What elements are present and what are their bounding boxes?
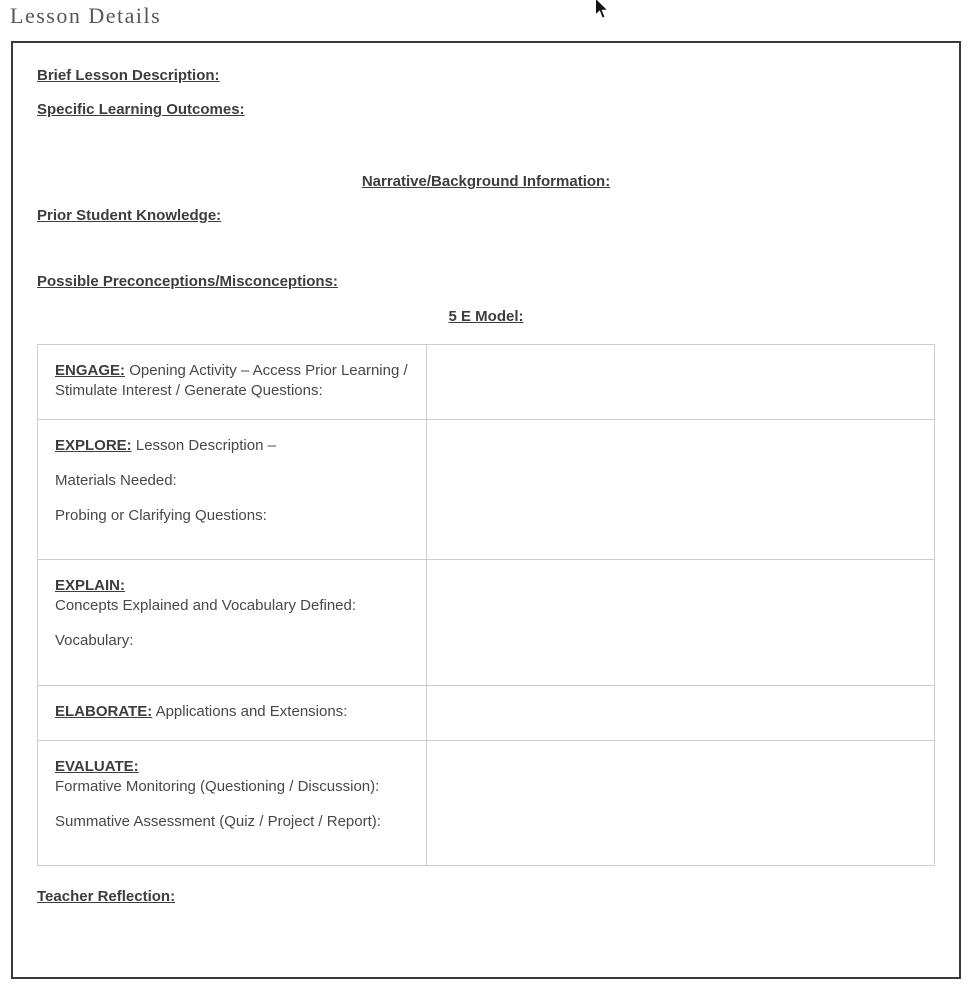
page-title: Lesson Details — [10, 3, 162, 28]
evaluate-phase-label: EVALUATE: — [55, 758, 139, 775]
table-row-explain — [38, 560, 935, 686]
explain-vocabulary-label: Vocabulary: — [55, 632, 134, 649]
explore-materials-label: Materials Needed: — [55, 472, 177, 489]
evaluate-response-cell — [427, 741, 935, 866]
engage-response-cell — [427, 345, 935, 420]
explain-phase-label: EXPLAIN: — [55, 577, 126, 594]
table-row-explore — [38, 420, 935, 560]
misconceptions-label: Possible Preconceptions/Misconceptions: — [37, 273, 338, 290]
evaluate-summative-label: Summative Assessment (Quiz / Project / Report): — [55, 813, 381, 830]
narrative-background-label: Narrative/Background Information: — [361, 173, 611, 190]
explore-questions-label: Probing or Clarifying Questions: — [55, 507, 267, 524]
engage-description: Opening Activity – Access Prior Learning / Stimulate Interest / Generate Questions: — [55, 362, 408, 399]
table-row-engage — [38, 345, 935, 420]
five-e-model-heading: 5 E Model: — [448, 308, 524, 325]
prior-knowledge-label: Prior Student Knowledge: — [37, 207, 222, 224]
brief-description-label: Brief Lesson Description: — [37, 67, 220, 84]
elaborate-prompt-cell — [38, 686, 427, 741]
explore-phase-label: EXPLORE: — [55, 437, 132, 454]
explore-response-cell — [427, 420, 935, 560]
learning-outcomes-label: Specific Learning Outcomes: — [37, 101, 245, 118]
table-row-evaluate — [38, 741, 935, 866]
explore-prompt-cell — [38, 420, 427, 560]
lesson-details-panel — [11, 41, 961, 979]
explain-description: Concepts Explained and Vocabulary Defined: — [55, 597, 357, 614]
elaborate-phase-label: ELABORATE: — [55, 703, 153, 720]
explain-prompt-cell — [38, 560, 427, 686]
elaborate-description: Applications and Extensions: — [155, 703, 348, 720]
engage-phase-label: ENGAGE: — [55, 362, 126, 379]
table-row-elaborate — [38, 686, 935, 741]
explain-response-cell — [427, 560, 935, 686]
engage-prompt-cell — [38, 345, 427, 420]
mouse-cursor-icon — [594, 0, 609, 20]
evaluate-description: Formative Monitoring (Questioning / Discussion): — [55, 778, 380, 795]
elaborate-response-cell — [427, 686, 935, 741]
explore-description: Lesson Description – — [135, 437, 276, 454]
evaluate-prompt-cell — [38, 741, 427, 866]
teacher-reflection-label: Teacher Reflection: — [37, 888, 176, 905]
five-e-model-table — [37, 344, 935, 866]
